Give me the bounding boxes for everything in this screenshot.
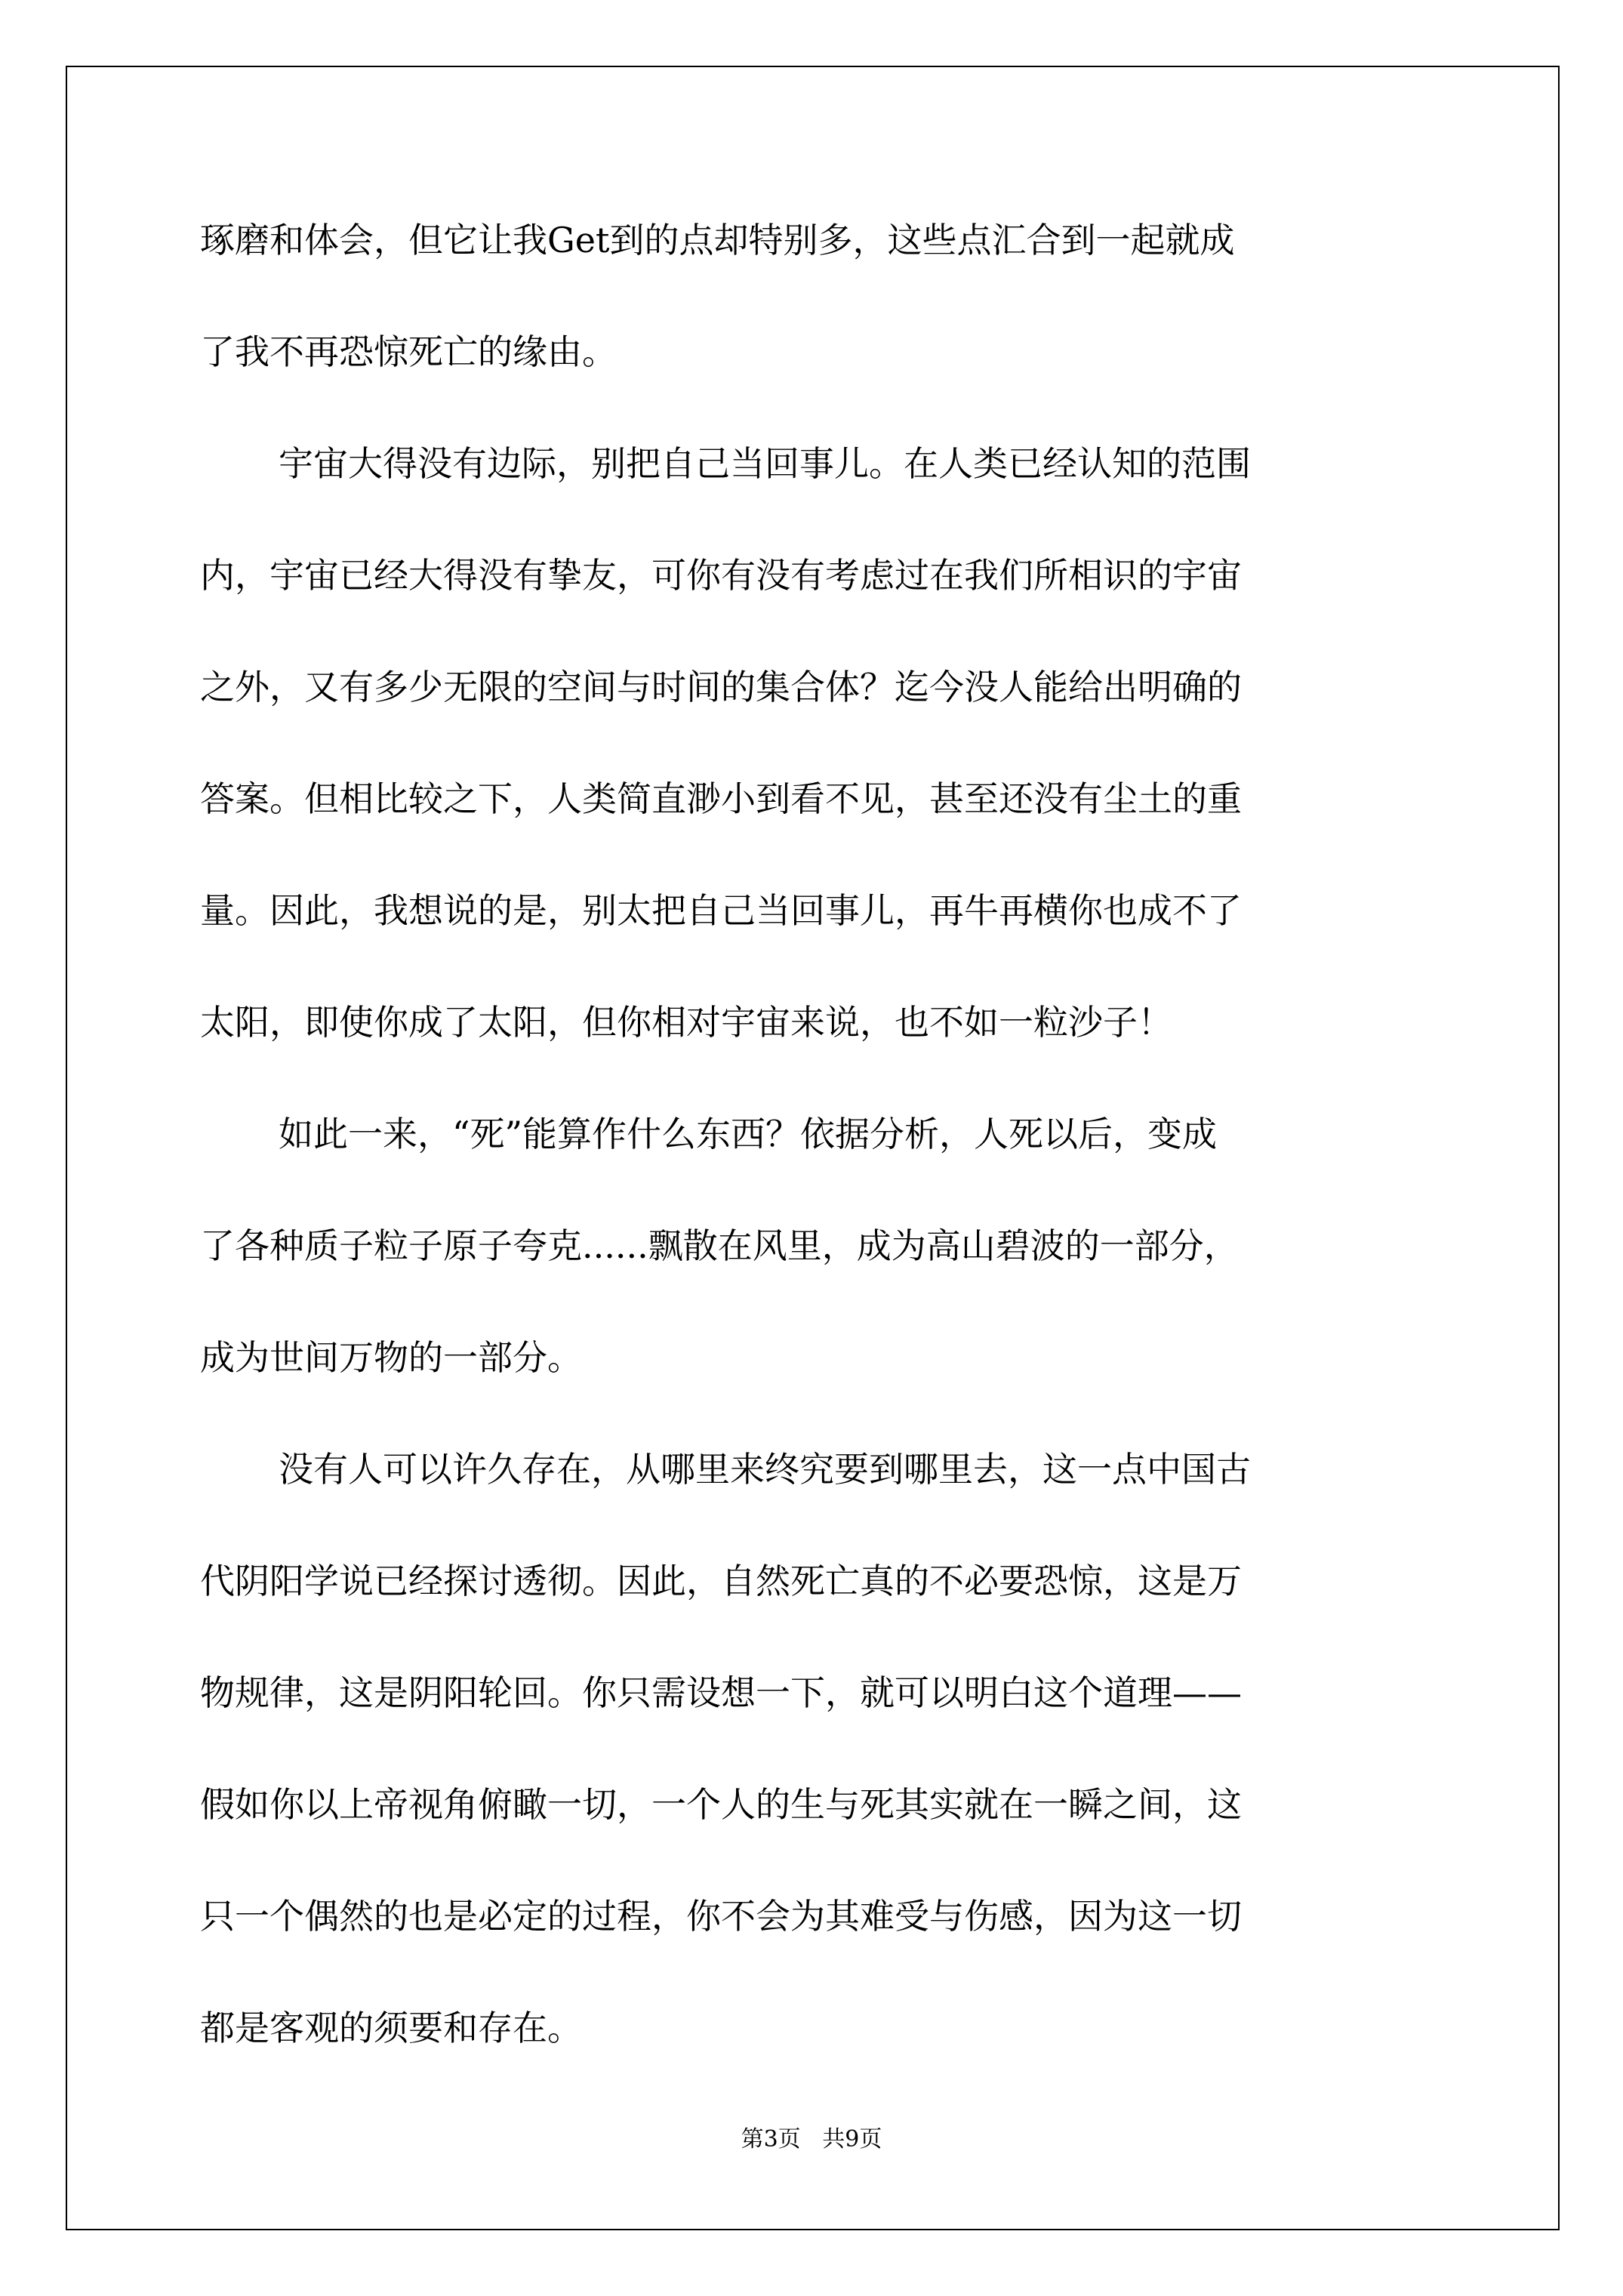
text-line: 成为世间万物的一部分。 [200, 1337, 582, 1378]
text-line: 只一个偶然的也是必定的过程，你不会为其难受与伤感，因为这一切 [200, 1896, 1242, 1937]
text-line: 都是客观的须要和存在。 [200, 2008, 582, 2048]
text-line: 假如你以上帝视角俯瞰一切，一个人的生与死其实就在一瞬之间，这 [200, 1784, 1242, 1825]
text-line: 琢磨和体会，但它让我Get到的点却特别多，这些点汇合到一起就成 [200, 220, 1235, 260]
text-line: 之外，又有多少无限的空间与时间的集合体？迄今没人能给出明确的 [200, 667, 1242, 707]
text-line: 答案。但相比较之下，人类简直渺小到看不见，甚至还没有尘土的重 [200, 778, 1242, 819]
text-line: 了我不再恐惊死亡的缘由。 [200, 331, 617, 372]
page-number: 第3页 共9页 [741, 2126, 882, 2153]
text-line: 物规律，这是阴阳轮回。你只需设想一下，就可以明白这个道理—— [200, 1672, 1242, 1713]
text-line: 太阳，即使你成了太阳，但你相对宇宙来说，也不如一粒沙子！ [200, 1002, 1172, 1043]
text-line: 量。因此，我想说的是，别太把自己当回事儿，再牛再横你也成不了 [200, 890, 1242, 931]
text-line: 没有人可以许久存在，从哪里来终究要到哪里去，这一点中国古 [279, 1449, 1251, 1490]
text-line: 了各种质子粒子原子夸克......飘散在风里，成为高山碧波的一部分， [200, 1225, 1239, 1266]
text-line: 代阴阳学说已经探讨透彻。因此，自然死亡真的不必要恐惊，这是万 [200, 1561, 1242, 1601]
text-line: 宇宙大得没有边际，别把自己当回事儿。在人类已经认知的范围 [279, 443, 1251, 484]
text-line: 内，宇宙已经大得没有挚友，可你有没有考虑过在我们所相识的宇宙 [200, 555, 1242, 596]
text-line: 如此一来，“死”能算作什么东西？依据分析，人死以后，变成 [279, 1114, 1218, 1154]
